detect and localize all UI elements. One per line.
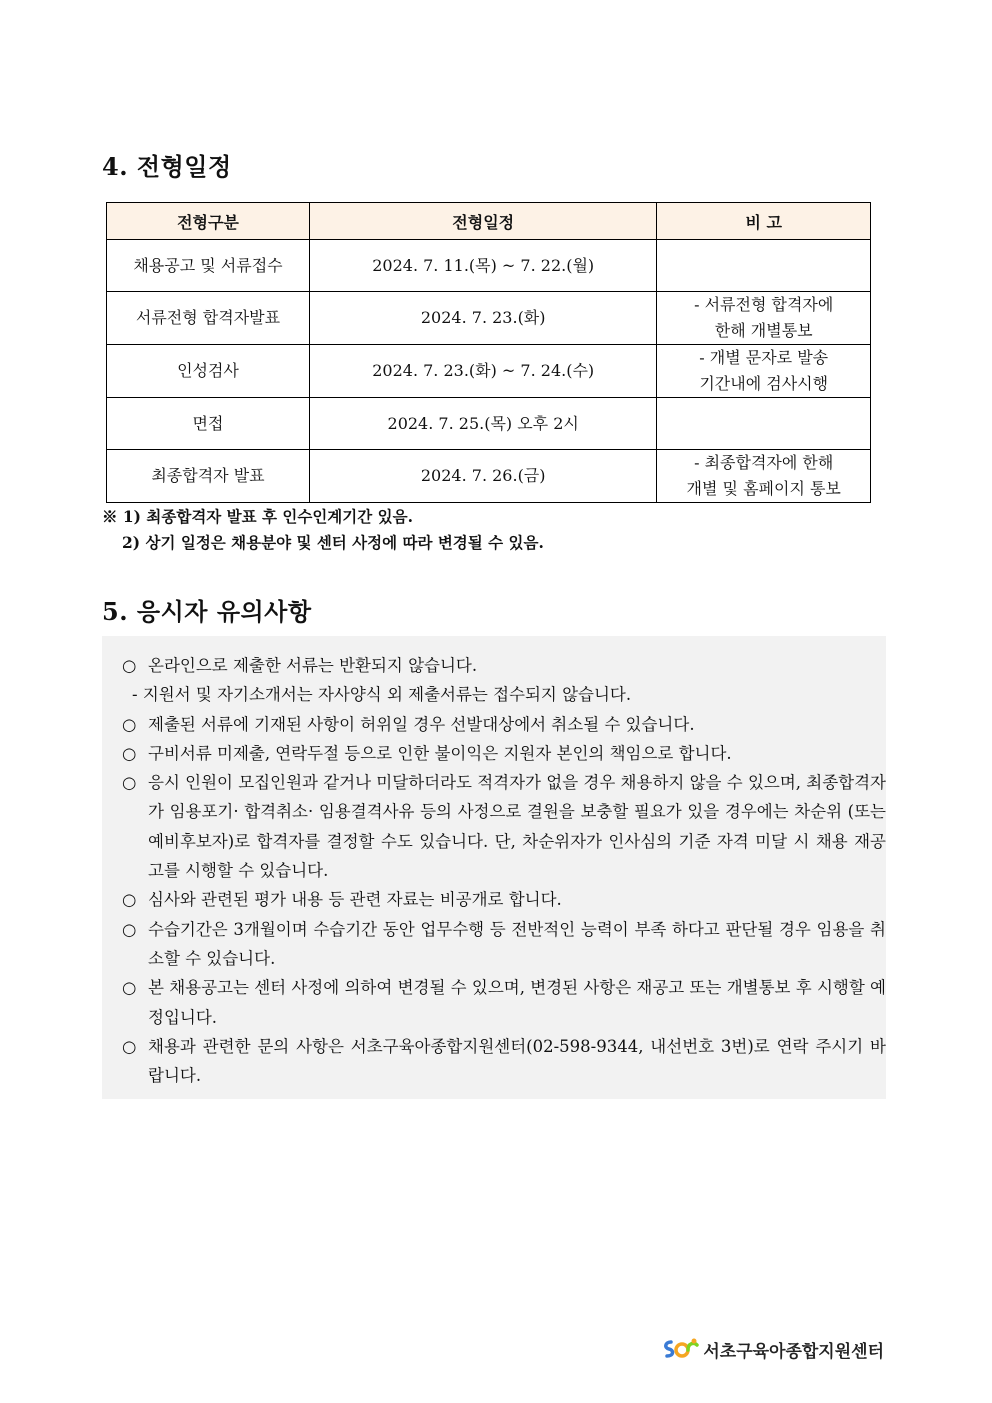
- note-line: - 서류전형 합격자에: [694, 295, 834, 314]
- list-item: [122, 973, 886, 1032]
- cell-schedule: 2024. 7. 23.(화) ~ 7. 24.(수): [309, 345, 656, 398]
- note-line: - 최종합격자에 한해: [694, 453, 834, 472]
- cell-category: 채용공고 및 서류접수: [107, 240, 310, 292]
- circle-bullet-icon: ○: [122, 743, 137, 763]
- header-schedule: 전형일정: [309, 203, 656, 240]
- cell-note: [657, 450, 871, 503]
- notice-text: 응시 인원이 모집인원과 같거나 미달하더라도 적격자가 없을 경우 채용하지 않을 수 있으며, 최종합격자가 임용포기· 합격취소· 임용결격사유 등의 사정으로 결원을 보충할 필요가 있을 경우에는 차순위 (또는 예비후보자)로 합격자를 결정할 수도 있습니다. 단, 차순위자가 인사심의 기준 자격 미달 시 채용 재공고를 시행할 수 있습니다.: [148, 773, 886, 881]
- table-row: [107, 450, 871, 503]
- cell-schedule: 2024. 7. 26.(금): [309, 450, 656, 503]
- table-row: [107, 345, 871, 398]
- cell-category: 면접: [107, 398, 310, 450]
- notice-text: 심사와 관련된 평가 내용 등 관련 자료는 비공개로 합니다.: [148, 890, 562, 910]
- list-item: [122, 885, 886, 914]
- notice-text: 제출된 서류에 기재된 사항이 허위일 경우 선발대상에서 취소될 수 있습니다.: [148, 714, 695, 734]
- table-header-row: [107, 203, 871, 240]
- cell-schedule: 2024. 7. 11.(목) ~ 7. 22.(월): [309, 240, 656, 292]
- cell-schedule: 2024. 7. 23.(화): [309, 292, 656, 345]
- notice-box: [102, 636, 886, 1099]
- circle-bullet-icon: ○: [122, 656, 137, 675]
- notice-sub-item: - 지원서 및 자기소개서는 자사양식 외 제출서류는 접수되지 않습니다.: [132, 685, 632, 705]
- cell-note: [657, 345, 871, 398]
- note-line: 기간내에 검사시행: [699, 374, 829, 393]
- table-row: [107, 398, 871, 450]
- center-logo-icon: [661, 1336, 699, 1362]
- note-line: - 개별 문자로 발송: [699, 348, 829, 367]
- table-row: [107, 240, 871, 292]
- cell-category: 서류전형 합격자발표: [107, 292, 310, 345]
- note-line: 개별 및 홈페이지 통보: [686, 479, 841, 498]
- circle-bullet-icon: ○: [122, 978, 137, 998]
- org-name: 서초구육아종합지원센터: [703, 1341, 884, 1362]
- circle-bullet-icon: ○: [122, 919, 137, 939]
- cell-schedule: 2024. 7. 25.(목) 오후 2시: [309, 398, 656, 450]
- list-item: [122, 915, 886, 974]
- notice-text: 구비서류 미제출, 연락두절 등으로 인한 불이익은 지원자 본인의 책임으로 합니다.: [148, 743, 732, 763]
- note-line: 한해 개별통보: [714, 321, 813, 340]
- cell-note: [657, 292, 871, 345]
- circle-bullet-icon: ○: [122, 714, 137, 734]
- schedule-notes: [102, 504, 544, 556]
- note-2: 2) 상기 일정은 채용분야 및 센터 사정에 따라 변경될 수 있음.: [122, 533, 544, 552]
- list-item: [122, 710, 886, 739]
- circle-bullet-icon: ○: [122, 890, 137, 910]
- list-item: [122, 768, 886, 885]
- cell-category: 최종합격자 발표: [107, 450, 310, 503]
- notice-text: 본 채용공고는 센터 사정에 의하여 변경될 수 있으며, 변경된 사항은 재공고 또는 개별통보 후 시행할 예정입니다.: [148, 978, 886, 1027]
- footer-logo: [661, 1336, 884, 1362]
- note-1: ※ 1) 최종합격자 발표 후 인수인계기간 있음.: [102, 507, 413, 526]
- circle-bullet-icon: ○: [122, 1036, 137, 1056]
- notice-text: 채용과 관련한 문의 사항은 서초구육아종합지원센터(02-598-9344, 내선번호 3번)로 연락 주시기 바랍니다.: [148, 1036, 886, 1086]
- list-item: [122, 1032, 886, 1091]
- cell-note: [657, 398, 871, 450]
- circle-bullet-icon: ○: [122, 773, 137, 793]
- notice-text: 수습기간은 3개월이며 수습기간 동안 업무수행 등 전반적인 능력이 부족 하다고 판단될 경우 임용을 취소할 수 있습니다.: [148, 919, 886, 968]
- cell-note: [657, 240, 871, 292]
- cell-category: 인성검사: [107, 345, 310, 398]
- section-title-notices: 5. 응시자 유의사항: [102, 597, 312, 626]
- table-row: [107, 292, 871, 345]
- list-item: [122, 651, 886, 680]
- list-item: [122, 739, 886, 768]
- header-category: 전형구분: [107, 203, 310, 240]
- notice-text: 온라인으로 제출한 서류는 반환되지 않습니다.: [148, 656, 478, 675]
- header-note: 비 고: [657, 203, 871, 240]
- section-title-schedule: 4. 전형일정: [102, 152, 232, 181]
- schedule-table: [106, 202, 871, 503]
